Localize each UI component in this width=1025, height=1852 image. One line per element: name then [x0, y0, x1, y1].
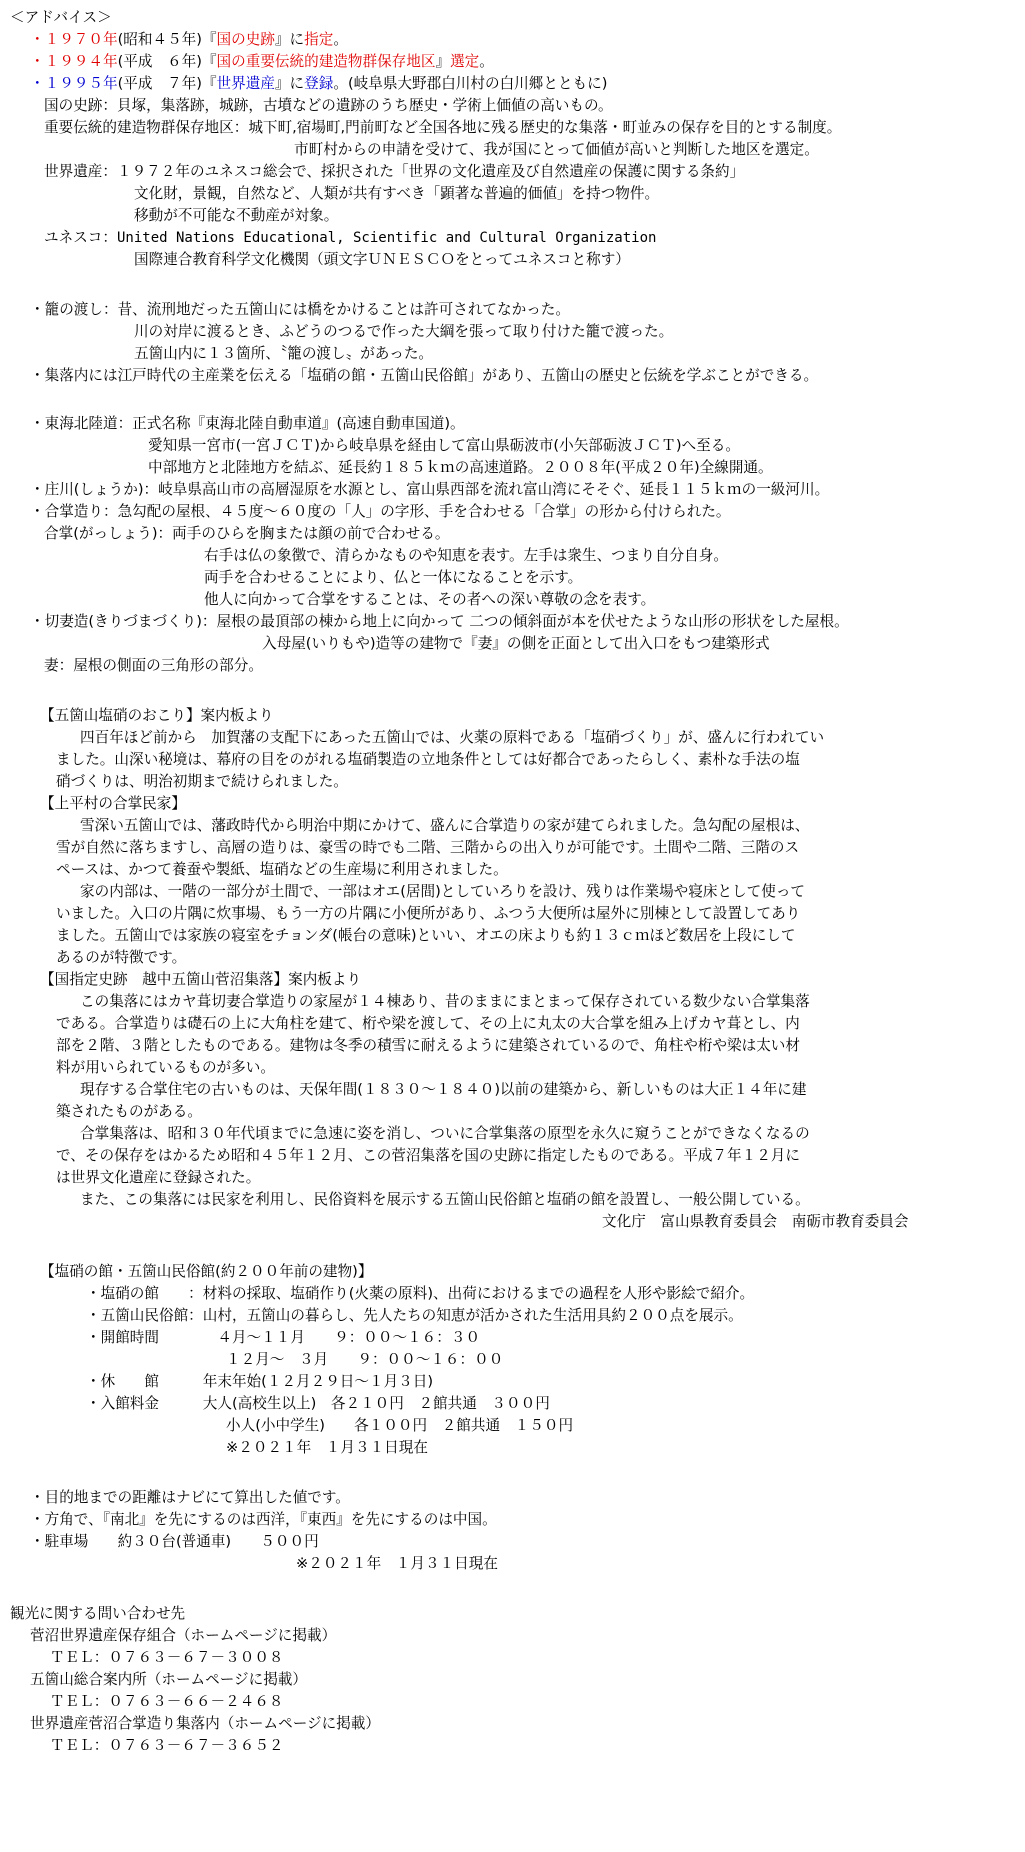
text-line — [204, 546, 728, 566]
text-line — [56, 926, 795, 946]
text-line — [56, 860, 508, 880]
text-segment: ユネスコ： — [44, 229, 117, 246]
text-segment: 部を２階、３階としたものである。建物は冬季の積雪に耐えるように建築されているので、角柱や桁や梁は太い材 — [56, 1037, 800, 1054]
text-segment: (昭和４５年)『 — [117, 31, 217, 48]
text-segment: 入母屋(いりもや)造等の建物で『妻』の側を正面として出入口をもつ建築形式 — [262, 635, 770, 652]
highlighted-text: 世界遺産 — [216, 75, 275, 92]
text-line — [56, 1168, 260, 1188]
text-line — [56, 1146, 800, 1166]
text-line — [44, 656, 263, 676]
text-line — [56, 904, 800, 924]
text-line — [226, 1438, 428, 1458]
text-line — [80, 992, 810, 1012]
text-segment: 他人に向かって合掌をすることは、その者への深い尊敬の念を表す。 — [204, 591, 656, 608]
text-segment: ました。五箇山では家族の寝室をチョンダ(帳台の意味)といい、オエの床よりも約１３ｃｍほど数居を上段にして — [56, 927, 796, 944]
text-line — [148, 436, 740, 456]
text-line — [10, 1604, 185, 1624]
text-line — [134, 250, 630, 270]
text-line — [134, 344, 433, 364]
text-segment: ・合掌造り：急勾配の屋根、４５度～６０度の「人」の字形、手を合わせる「合掌」の形から付けられた。 — [30, 503, 731, 520]
text-segment: 移動が不可能な不動産が対象。 — [134, 207, 339, 224]
text-line — [44, 96, 613, 116]
text-segment: 五箇山内に１３箇所、〝籠の渡し〟があった。 — [134, 345, 434, 362]
text-line — [56, 1058, 275, 1078]
text-segment: この集落にはカヤ葺切妻合掌造りの家屋が１４棟あり、昔のままにまとまって保存されている数少ない合掌集落 — [80, 993, 810, 1010]
highlighted-text: ・ — [30, 53, 45, 70]
text-line — [30, 300, 570, 320]
text-segment: 硝づくりは、明治初期まで続けられました。 — [56, 773, 348, 790]
text-segment: 国際連合教育科学文化機関（頭文字ＵＮＥＳＣＯをとってユネスコと称す） — [134, 251, 630, 268]
text-segment: 文化庁 富山県教育委員会 南砺市教育委員会 — [602, 1213, 909, 1230]
text-segment: 国の史跡：貝塚，集落跡，城跡，古墳などの遺跡のうち歴史・学術上価値の高いもの。 — [44, 97, 613, 114]
text-segment: 』に — [274, 75, 305, 92]
text-line — [30, 1488, 350, 1508]
text-segment: 』 — [435, 53, 451, 70]
highlighted-text: １９９５年 — [44, 75, 118, 92]
text-segment: ・東海北陸道：正式名称『東海北陸自動車道』(高速自動車国道)。 — [30, 415, 465, 432]
text-line — [10, 8, 112, 28]
text-segment: 【塩硝の館・五箇山民俗館(約２００年前の建物)】 — [40, 1263, 373, 1280]
text-segment: 川の対岸に渡るとき、ふどうのつるで作った大綱を張って取り付けた籠で渡った。 — [134, 323, 674, 340]
text-segment: ペースは、かつて養蚕や製紙、塩硝などの生産場に利用されました。 — [56, 861, 508, 878]
text-line — [226, 1350, 503, 1370]
text-segment: (平成 ７年)『 — [117, 75, 217, 92]
text-line — [30, 366, 818, 386]
text-line — [56, 948, 186, 968]
text-segment: １２月～ ３月 ９：００～１６：００ — [226, 1351, 504, 1368]
text-line — [80, 816, 809, 836]
text-segment: (平成 ６年)『 — [117, 53, 217, 70]
text-segment: 世界遺産菅沼合掌造り集落内（ホームページに掲載） — [30, 1715, 380, 1732]
text-line — [30, 1626, 336, 1646]
text-segment: 家の内部は、一階の一部分が土間で、一部はオエ(居間)としていろりを設け、残りは作業場や寝床として使って — [80, 883, 806, 900]
highlighted-text: 登録 — [304, 75, 334, 92]
text-line — [80, 1080, 807, 1100]
text-segment: 料が用いられているものが多い。 — [56, 1059, 275, 1076]
text-segment: 。(岐阜県大野郡白川村の白川郷とともに) — [333, 75, 608, 92]
highlighted-text: 選定 — [450, 53, 480, 70]
text-segment: 世界遺産：１９７２年のユネスコ総会で、採択された「世界の文化遺産及び自然遺産の保護に関する条約」 — [44, 163, 745, 180]
text-segment: いました。入口の片隅に炊事場、もう一方の片隅に小便所があり、ふつう大便所は屋外に別棟として設置してあり — [56, 905, 801, 922]
text-line — [56, 1014, 800, 1034]
text-segment: 合掌(がっしょう)：両手のひらを胸または顔の前で合わせる。 — [44, 525, 450, 542]
text-segment: ・目的地までの距離はナビにて算出した値です。 — [30, 1489, 350, 1506]
text-line — [134, 322, 673, 342]
text-segment: で、その保存をはかるため昭和４５年１２月、この菅沼集落を国の史跡に指定したものである。平成７年１２月に — [56, 1147, 800, 1164]
text-line — [40, 1262, 372, 1282]
text-segment: ※２０２１年 １月３１日現在 — [226, 1439, 428, 1456]
text-line — [80, 882, 805, 902]
text-segment: 中部地方と北陸地方を結ぶ、延長約１８５ｋｍの高速道路。２００８年(平成２０年)全線開通。 — [148, 459, 773, 476]
text-line — [134, 206, 338, 226]
text-line — [56, 838, 799, 858]
text-segment: ＴＥＬ：０７６３－６７－３６５２ — [50, 1737, 284, 1754]
text-line — [56, 772, 348, 792]
text-line — [602, 1212, 908, 1232]
text-segment: 築されたものがある。 — [56, 1103, 202, 1120]
text-line — [262, 634, 770, 654]
text-segment: ・五箇山民俗館：山村，五箇山の暮らし、先人たちの知恵が活かされた生活用具約２００点を展示。 — [86, 1307, 743, 1324]
highlighted-text: １９７０年 — [44, 31, 118, 48]
text-segment: 右手は仏の象徴で、清らかなものや知恵を表す。左手は衆生、つまり自分自身。 — [204, 547, 728, 564]
text-line — [204, 568, 582, 588]
text-line — [296, 1554, 498, 1574]
text-line — [86, 1284, 754, 1304]
text-segment: 愛知県一宮市(一宮ＪＣＴ)から岐阜県を経由して富山県砺波市(小矢部砺波ＪＣＴ)へ至る。 — [148, 437, 740, 454]
text-segment: 雪が自然に落ちますし、高層の造りは、豪雪の時でも二階、三階からの出入りが可能です。土間や二階、三階のス — [56, 839, 800, 856]
text-line — [86, 1328, 480, 1348]
text-line — [80, 1124, 810, 1144]
text-line — [56, 1036, 800, 1056]
text-line — [30, 1510, 497, 1530]
text-line — [30, 1714, 380, 1734]
text-segment: 雪深い五箇山では、藩政時代から明治中期にかけて、盛んに合掌造りの家が建てられました。急勾配の屋根は、 — [80, 817, 810, 834]
text-segment: ・切妻造(きりづまづくり)：屋根の最頂部の棟から地上に向かって 二つの傾斜面が本を伏せたような山形の形状をした屋根。 — [30, 613, 849, 630]
text-segment: ました。山深い秘境は、幕府の目をのがれる塩硝製造の立地条件としては好都合であったらしく、素朴な手法の塩 — [56, 751, 800, 768]
text-segment: 。 — [479, 53, 494, 70]
text-line — [148, 458, 773, 478]
text-line — [40, 706, 274, 726]
text-segment: ・籠の渡し：昔、流刑地だった五箇山には橋をかけることは許可されてなかった。 — [30, 301, 570, 318]
text-segment: 文化財，景観，自然など、人類が共有すべき「顕著な普遍的価値」を持つ物件。 — [134, 185, 660, 202]
text-segment: 五箇山総合案内所（ホームページに掲載） — [30, 1671, 307, 1688]
highlighted-text: １９９４年 — [44, 53, 118, 70]
text-line — [30, 480, 829, 500]
text-segment: 両手を合わせることにより、仏と一体になることを示す。 — [204, 569, 583, 586]
highlighted-text: ・ — [30, 31, 45, 48]
text-line — [30, 414, 465, 434]
text-segment: ・休 館 年末年始(１２月２９日～１月３日) — [86, 1373, 434, 1390]
text-segment: は世界文化遺産に登録された。 — [56, 1169, 261, 1186]
text-line — [50, 1692, 284, 1712]
text-line — [30, 1670, 307, 1690]
text-segment: ・塩硝の館 ：材料の採取、塩硝作り(火薬の原料)、出荷におけるまでの過程を人形や影絵で紹介。 — [86, 1285, 755, 1302]
text-line — [50, 1736, 284, 1756]
highlighted-text: 国の史跡 — [216, 31, 275, 48]
text-segment: ＴＥＬ：０７６３－６６－２４６８ — [50, 1693, 284, 1710]
highlighted-text: 指定 — [304, 31, 334, 48]
text-line — [134, 184, 659, 204]
text-segment: ・集落内には江戸時代の主産業を伝える「塩硝の館・五箇山民俗館」があり、五箇山の歴史と伝統を学ぶことができる。 — [30, 367, 819, 384]
text-segment: 。 — [333, 31, 348, 48]
text-line — [44, 524, 449, 544]
text-line — [204, 590, 655, 610]
text-line — [30, 612, 849, 632]
text-segment: 市町村からの申請を受けて、我が国にとって価値が高いと判断した地区を選定。 — [294, 141, 819, 158]
text-segment: 【国指定史跡 越中五箇山菅沼集落】案内板より — [40, 971, 362, 988]
text-segment: 菅沼世界遺産保存組合（ホームページに掲載） — [30, 1627, 337, 1644]
text-segment: 合掌集落は、昭和３０年代頃までに急速に姿を消し、ついに合掌集落の原型を永久に窺うことができなくなるの — [80, 1125, 810, 1142]
text-segment: ・開館時間 ４月～１１月 ９：００～１６：３０ — [86, 1329, 481, 1346]
text-segment: 四百年ほど前から 加賀藩の支配下にあった五箇山では、火薬の原料である「塩硝づくり」が、盛んに行われてい — [80, 729, 825, 746]
text-segment: 現存する合掌住宅の古いものは、天保年間(１８３０～１８４０)以前の建築から、新しいものは大正１４年に建 — [80, 1081, 807, 1098]
text-line — [44, 162, 744, 182]
text-line — [86, 1394, 550, 1414]
text-segment: 』に — [274, 31, 305, 48]
text-segment: 小人(小中学生) 各１００円 ２館共通 １５０円 — [226, 1417, 574, 1434]
text-line — [56, 750, 800, 770]
highlighted-text: 国の重要伝統的建造物群保存地区 — [216, 53, 436, 70]
text-line — [294, 140, 819, 160]
text-segment: また、この集落には民家を利用し、民俗資料を展示する五箇山民俗館と塩硝の館を設置し、一般公開している。 — [80, 1191, 810, 1208]
text-line — [50, 1648, 284, 1668]
text-line — [30, 30, 348, 50]
text-segment: 【五箇山塩硝のおこり】案内板より — [40, 707, 274, 724]
text-line — [44, 118, 841, 138]
text-segment: ・駐車場 約３０台(普通車) ５００円 — [30, 1533, 319, 1550]
text-segment: 観光に関する問い合わせ先 — [10, 1605, 186, 1622]
text-segment: 重要伝統的建造物群保存地区：城下町,宿場町,門前町など全国各地に残る歴史的な集落・町並みの保存を目的とする制度。 — [44, 119, 842, 136]
text-line — [40, 970, 361, 990]
text-line — [86, 1372, 433, 1392]
text-line — [44, 228, 656, 248]
text-segment: ※２０２１年 １月３１日現在 — [296, 1555, 498, 1572]
text-line — [40, 794, 186, 814]
text-segment: である。合掌造りは礎石の上に大角柱を建て、桁や梁を渡して、その上に丸太の大合掌を組み上げカヤ葺とし、内 — [56, 1015, 800, 1032]
text-segment: ・庄川(しょうか)：岐阜県高山市の高層湿原を水源とし、富山県西部を流れ富山湾にそそぐ、延長１１５ｋｍの一級河川。 — [30, 481, 830, 498]
text-segment: ・入館料金 大人(高校生以上) 各２１０円 ２館共通 ３００円 — [86, 1395, 550, 1412]
highlighted-text: ・ — [30, 75, 45, 92]
text-line — [56, 1102, 202, 1122]
text-segment: United Nations Educational, Scientific and Cultural Organization — [116, 230, 657, 246]
text-line — [86, 1306, 743, 1326]
text-segment: ＴＥＬ：０７６３－６７－３００８ — [50, 1649, 284, 1666]
text-line — [80, 1190, 810, 1210]
text-line — [80, 728, 824, 748]
text-line — [30, 1532, 319, 1552]
text-segment: ＜アドバイス＞ — [10, 9, 112, 26]
text-segment: ・方角で、『南北』を先にするのは西洋，『東西』を先にするのは中国。 — [30, 1511, 497, 1528]
text-segment: 【上平村の合掌民家】 — [40, 795, 186, 812]
text-line — [226, 1416, 573, 1436]
text-segment: あるのが特徴です。 — [56, 949, 187, 966]
text-line — [30, 502, 731, 522]
text-line — [30, 74, 607, 94]
text-segment: 妻：屋根の側面の三角形の部分。 — [44, 657, 263, 674]
text-line — [30, 52, 494, 72]
